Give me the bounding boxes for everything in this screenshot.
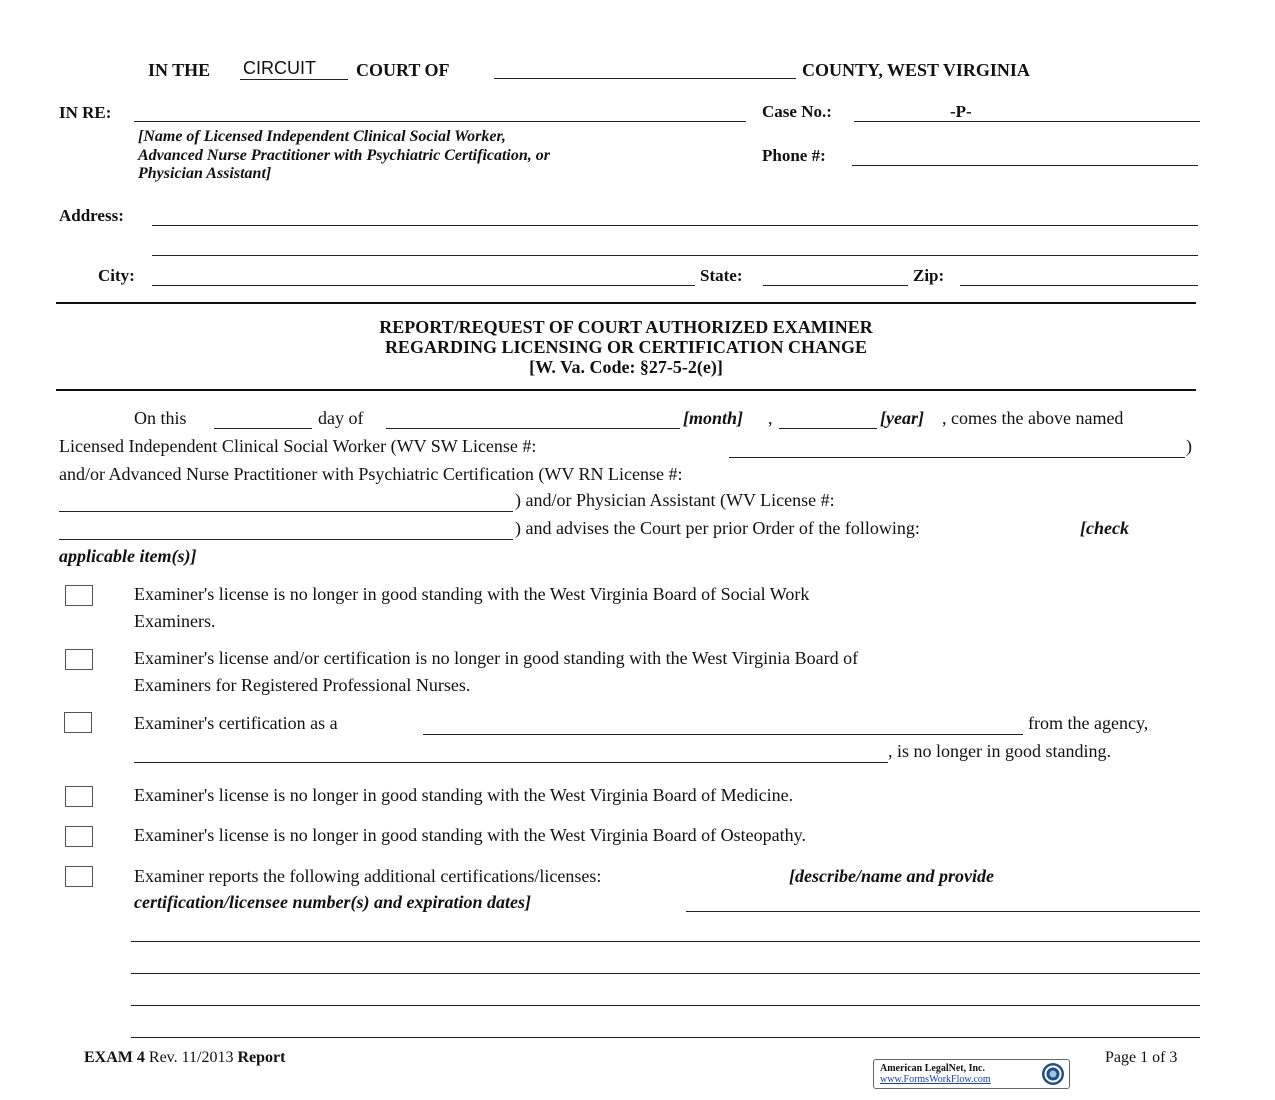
- footer-form-info: [84, 1049, 285, 1067]
- form-title-line1: REPORT/REQUEST OF COURT AUTHORIZED EXAMINER: [379, 317, 873, 337]
- in-re-label: IN RE:: [59, 103, 112, 122]
- checkbox-nursing-board[interactable]: [65, 649, 93, 670]
- intro-check-hint-2: applicable item(s)]: [59, 546, 197, 566]
- checkbox-board-of-osteopathy[interactable]: [65, 826, 93, 847]
- address-field-line2[interactable]: [152, 255, 1198, 256]
- case-no-label: Case No.:: [762, 102, 832, 121]
- vendor-logo-icon: [1041, 1062, 1065, 1086]
- item6-hint-line1: [describe/name and provide: [789, 866, 994, 886]
- checkbox-social-work-board[interactable]: [65, 585, 93, 606]
- address-label: Address:: [59, 206, 124, 225]
- footer-report: Report: [237, 1049, 286, 1066]
- intro-on-this: On this: [134, 408, 187, 428]
- name-note-line2: Advanced Nurse Practitioner with Psychiatric Certification, or: [138, 147, 550, 164]
- case-no-field[interactable]: [854, 121, 1200, 122]
- phone-field[interactable]: [852, 165, 1198, 166]
- sw-license-field[interactable]: [729, 457, 1185, 458]
- title-rule-bottom: [56, 389, 1196, 391]
- name-note-line3: Physician Assistant]: [138, 165, 272, 182]
- item2-text-line2: Examiners for Registered Professional Nurses.: [134, 675, 471, 695]
- vendor-url[interactable]: www.FormsWorkFlow.com: [880, 1074, 991, 1085]
- phone-label: Phone #:: [762, 146, 826, 165]
- vendor-badge[interactable]: [873, 1059, 1070, 1089]
- city-label: City:: [98, 266, 135, 285]
- item1-text-line2: Examiners.: [134, 611, 216, 631]
- county-field[interactable]: [494, 78, 796, 79]
- intro-comma: ,: [768, 408, 773, 428]
- intro-comes: , comes the above named: [942, 408, 1124, 428]
- intro-month-hint: [month]: [683, 408, 744, 428]
- zip-label: Zip:: [913, 266, 945, 285]
- in-re-name-field[interactable]: [134, 121, 746, 122]
- item4-text: Examiner's license is no longer in good standing with the West Virginia Board of Medicine.: [134, 785, 794, 805]
- vendor-name: American LegalNet, Inc.: [880, 1063, 985, 1074]
- intro-social-worker: Licensed Independent Clinical Social Worker (WV SW License #:: [59, 436, 537, 456]
- intro-adv-nurse: and/or Advanced Nurse Practitioner with Psychiatric Certification (WV RN License #:: [59, 464, 683, 484]
- header-court-of: COURT OF: [356, 60, 450, 80]
- additional-certs-field-3[interactable]: [131, 973, 1200, 974]
- intro-year-hint: [year]: [880, 408, 924, 428]
- checkbox-additional-certifications[interactable]: [65, 866, 93, 887]
- item2-text-line1: Examiner's license and/or certification is no longer in good standing with the West Virginia Board of: [134, 648, 859, 668]
- form-title-code: [W. Va. Code: §27-5-2(e)]: [529, 357, 723, 377]
- zip-field[interactable]: [960, 285, 1198, 286]
- year-field[interactable]: [779, 428, 877, 429]
- item5-text: Examiner's license is no longer in good standing with the West Virginia Board of Osteopathy.: [134, 825, 806, 845]
- additional-certs-field-1[interactable]: [686, 911, 1200, 912]
- checkbox-board-of-medicine[interactable]: [65, 786, 93, 807]
- header-county-wv: COUNTY, WEST VIRGINIA: [802, 60, 1030, 80]
- day-field[interactable]: [214, 428, 312, 429]
- intro-day-of: day of: [318, 408, 364, 428]
- case-no-separator: -P-: [950, 102, 972, 121]
- header-in-the: IN THE: [148, 60, 211, 80]
- footer-form-id: EXAM 4: [84, 1049, 145, 1066]
- item1-text-line1: Examiner's license is no longer in good standing with the West Virginia Board of Social Work: [134, 584, 810, 604]
- intro-physician-assistant: ) and/or Physician Assistant (WV License #:: [515, 490, 835, 510]
- header-court-type: CIRCUIT: [243, 58, 316, 78]
- additional-certs-field-5[interactable]: [131, 1037, 1200, 1038]
- state-field[interactable]: [763, 285, 908, 286]
- intro-close-paren: ): [1186, 436, 1192, 456]
- item3-text-line1: Examiner's certification as a: [134, 713, 338, 733]
- footer-revision: Rev. 11/2013: [148, 1049, 234, 1066]
- pa-license-field[interactable]: [59, 539, 513, 540]
- additional-certs-field-4[interactable]: [131, 1005, 1200, 1006]
- court-type-underline: [240, 79, 348, 80]
- month-field[interactable]: [386, 428, 680, 429]
- footer-page-number: Page 1 of 3: [1105, 1049, 1178, 1066]
- form-title-line2: REGARDING LICENSING OR CERTIFICATION CHANGE: [384, 337, 868, 357]
- agency-name-field[interactable]: [134, 762, 888, 763]
- item3-from-agency: from the agency,: [1028, 713, 1149, 733]
- intro-advises: ) and advises the Court per prior Order of the following:: [515, 518, 920, 538]
- name-note-line1: [Name of Licensed Independent Clinical Social Worker,: [138, 128, 506, 145]
- checkbox-certification-agency[interactable]: [64, 712, 92, 733]
- title-rule-top: [56, 302, 1196, 304]
- item3-text-line2: , is no longer in good standing.: [888, 741, 1111, 761]
- additional-certs-field-2[interactable]: [131, 941, 1200, 942]
- item6-hint-line2: certification/licensee number(s) and expiration dates]: [134, 892, 531, 912]
- item6-text-line1: Examiner reports the following additional certifications/licenses:: [134, 866, 602, 886]
- address-field-line1[interactable]: [152, 225, 1198, 226]
- intro-check-hint-1: [check: [1080, 518, 1129, 538]
- rn-license-field[interactable]: [59, 511, 513, 512]
- certification-type-field[interactable]: [423, 734, 1023, 735]
- city-field[interactable]: [152, 285, 695, 286]
- state-label: State:: [700, 266, 743, 285]
